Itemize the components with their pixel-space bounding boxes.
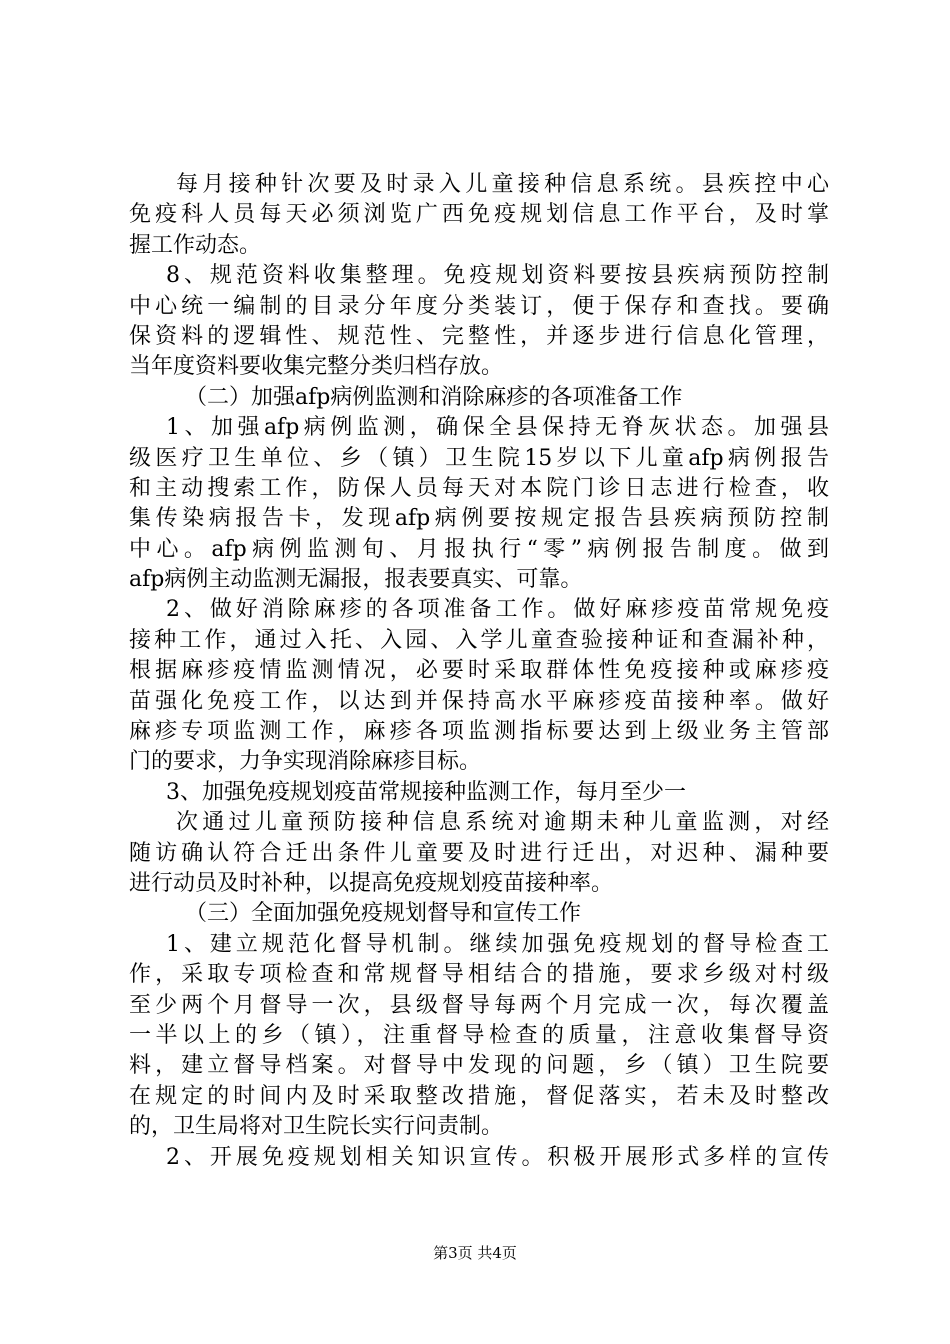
paragraph-line: 次通过儿童预防接种信息系统对逾期未种儿童监测，对经	[176, 810, 829, 836]
paragraph-line: 中心统一编制的目录分年度分类装订，便于保存和查找。要确	[129, 293, 829, 319]
paragraph-line: afp病例主动监测无漏报，报表要真实、可靠。	[129, 567, 583, 593]
paragraph-line: 2、做好消除麻疹的各项准备工作。做好麻疹疫苗常规免疫	[166, 597, 829, 623]
paragraph-line: 8、规范资料收集整理。免疫规划资料要按县疾病预防控制	[166, 263, 829, 289]
document-body	[129, 170, 829, 1173]
paragraph-line: 的，卫生局将对卫生院长实行问责制。	[129, 1114, 504, 1140]
section-heading: （二）加强afp病例监测和消除麻疹的各项准备工作	[185, 384, 683, 410]
paragraph-line: 中心。afp病例监测旬、月报执行“零”病例报告制度。做到	[129, 536, 829, 562]
paragraph-line: 进行动员及时补种，以提高免疫规划疫苗接种率。	[129, 870, 614, 896]
paragraph-line: 作，采取专项检查和常规督导相结合的措施，要求乡级对村级	[129, 962, 829, 988]
paragraph-line: 3、加强免疫规划疫苗常规接种监测工作，每月至少一	[166, 779, 686, 805]
paragraph-line: 接种工作，通过入托、入园、入学儿童查验接种证和查漏补种，	[129, 627, 829, 653]
paragraph-line: 根据麻疹疫情监测情况，必要时采取群体性免疫接种或麻疹疫	[129, 658, 829, 684]
paragraph-line: 随访确认符合迁出条件儿童要及时进行迁出，对迟种、漏种要	[129, 840, 829, 866]
paragraph-line: 料，建立督导档案。对督导中发现的问题，乡（镇）卫生院要	[129, 1053, 829, 1079]
paragraph-line: 每月接种针次要及时录入儿童接种信息系统。县疾控中心	[176, 172, 829, 197]
page-number-footer: 第3页 共4页	[433, 1244, 517, 1262]
paragraph-line: 苗强化免疫工作，以达到并保持高水平麻疹疫苗接种率。做好	[129, 688, 829, 714]
paragraph-line: 麻疹专项监测工作，麻疹各项监测指标要达到上级业务主管部	[129, 719, 829, 745]
paragraph-line: 至少两个月督导一次，县级督导每两个月完成一次，每次覆盖	[129, 992, 829, 1018]
paragraph-line: 在规定的时间内及时采取整改措施，督促落实，若未及时整改	[129, 1083, 829, 1109]
paragraph-line: 免疫科人员每天必须浏览广西免疫规划信息工作平台，及时掌	[129, 202, 829, 228]
paragraph-line: 2、开展免疫规划相关知识宣传。积极开展形式多样的宣传	[166, 1144, 829, 1170]
paragraph-line: 级医疗卫生单位、乡（镇）卫生院15岁以下儿童afp病例报告	[129, 445, 829, 471]
paragraph-line: 门的要求，力争实现消除麻疹目标。	[129, 749, 482, 775]
section-heading: （三）全面加强免疫规划督导和宣传工作	[185, 901, 582, 927]
paragraph-line: 1、加强afp病例监测，确保全县保持无脊灰状态。加强县	[166, 415, 829, 441]
paragraph-line: 1、建立规范化督导机制。继续加强免疫规划的督导检查工	[166, 931, 829, 957]
paragraph-line: 集传染病报告卡，发现afp病例要按规定报告县疾病预防控制	[129, 506, 829, 532]
paragraph-line: 保资料的逻辑性、规范性、完整性，并逐步进行信息化管理，	[129, 323, 829, 349]
paragraph-line: 一半以上的乡（镇），注重督导检查的质量，注意收集督导资	[129, 1022, 829, 1048]
paragraph-line: 和主动搜索工作，防保人员每天对本院门诊日志进行检查，收	[129, 475, 829, 501]
paragraph-line: 握工作动态。	[129, 232, 262, 258]
paragraph-line: 当年度资料要收集完整分类归档存放。	[129, 354, 504, 380]
